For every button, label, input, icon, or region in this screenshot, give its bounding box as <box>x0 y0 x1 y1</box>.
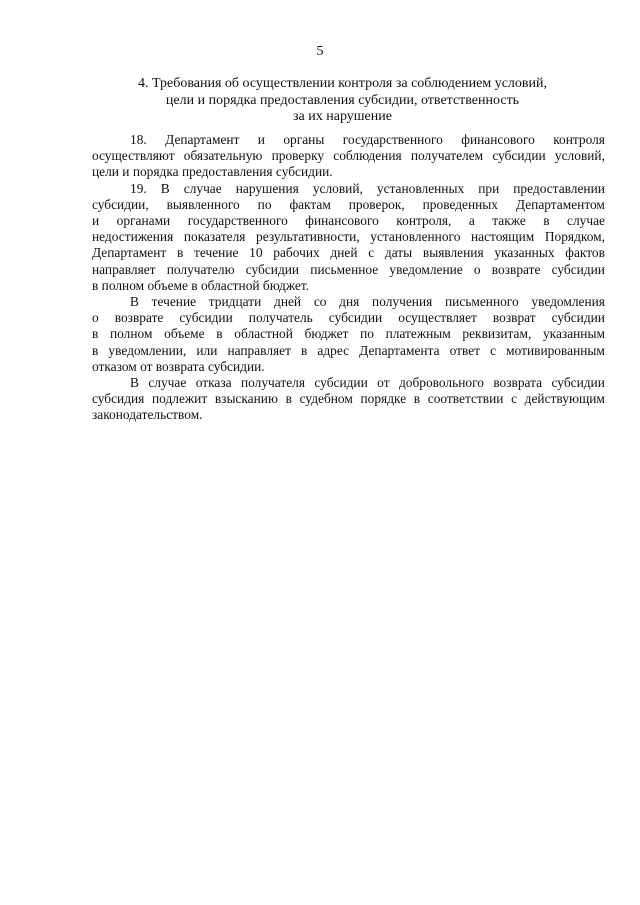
paragraph-19-refusal <box>92 375 605 424</box>
paragraph-line: отказом от возврата субсидии. <box>92 358 265 374</box>
section-heading <box>80 76 605 126</box>
paragraph-line: субсидия подлежит взысканию в судебном порядке в соответствии с действующим <box>92 391 605 407</box>
paragraph-line: В случае отказа получателя субсидии от добровольного возврата субсидии <box>130 375 605 391</box>
paragraph-line: о возврате субсидии получатель субсидии осуществляет возврат субсидии <box>92 310 605 326</box>
paragraph-line: в полном объеме в областной бюджет по платежным реквизитам, указанным <box>92 326 605 342</box>
paragraph-19-return <box>92 294 605 375</box>
paragraph-line: направляет получателю субсидии письменное уведомление о возврате субсидии <box>92 261 605 277</box>
heading-line: цели и порядка предоставления субсидии, ответственность <box>165 92 520 108</box>
heading-line: 4. Требования об осуществлении контроля за соблюдением условий, <box>138 76 547 91</box>
paragraph-line: 19. В случае нарушения условий, установленных при предоставлении <box>130 180 605 196</box>
paragraph-line: цели и порядка предоставления субсидии. <box>92 164 333 180</box>
paragraph-line: и органами государственного финансового контроля, а также в случае <box>92 213 605 229</box>
paragraph-line: 18. Департамент и органы государственного финансового контроля <box>130 132 605 147</box>
paragraph-line: законодательством. <box>92 407 203 423</box>
paragraph-19 <box>92 181 605 294</box>
paragraph-line: Департамент в течение 10 рабочих дней с даты выявления указанных фактов <box>92 245 605 261</box>
paragraph-line: субсидии, выявленного по фактам проверок, проведенных Департаментом <box>92 196 605 212</box>
page-number: 5 <box>316 44 324 59</box>
paragraph-line: В течение тридцати дней со дня получения письменного уведомления <box>130 294 605 310</box>
paragraph-18 <box>92 132 605 181</box>
heading-line: за их нарушение <box>293 109 392 124</box>
paragraph-line: в уведомлении, или направляет в адрес Департамента ответ с мотивированным <box>92 342 605 358</box>
document-body <box>92 132 605 424</box>
paragraph-line: в полном объеме в областной бюджет. <box>92 277 310 293</box>
paragraph-line: осуществляют обязательную проверку соблюдения получателем субсидии условий, <box>92 148 605 164</box>
paragraph-line: недостижения показателя результативности, установленного настоящим Порядком, <box>92 229 605 245</box>
